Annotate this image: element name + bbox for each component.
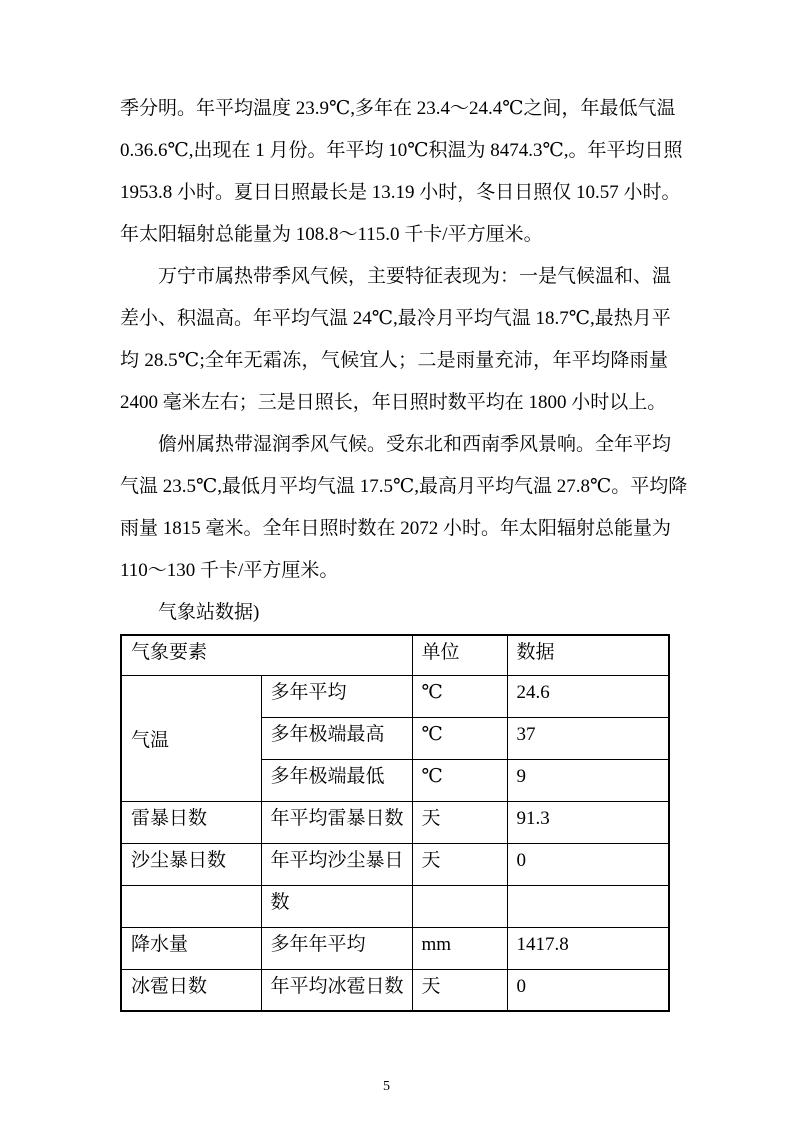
table-row xyxy=(121,885,669,927)
table-cell: ℃ xyxy=(412,759,507,801)
paragraph-wanning-line: 万宁市属热带季风气候，主要特征表现为：一是气候温和、温 xyxy=(158,266,672,287)
table-cell: 24.6 xyxy=(507,675,669,717)
document-content xyxy=(120,88,688,1012)
table-cell: 1417.8 xyxy=(507,927,669,969)
table-cell: 年平均冰雹日数 xyxy=(261,969,412,1011)
paragraph-climate-overview-line: 季分明。年平均温度 23.9℃,多年在 23.4～24.4℃之间，年最低气温 xyxy=(120,98,676,119)
table-head xyxy=(121,635,669,675)
document-body xyxy=(120,88,688,634)
table-cell: 年平均沙尘暴日 xyxy=(261,843,412,885)
table-row xyxy=(121,969,669,1011)
paragraph-danzhou-line: 气温 23.5℃,最低月平均气温 17.5℃,最高月平均气温 27.8℃。平均降 xyxy=(120,476,688,497)
paragraph-wanning-line: 2400 毫米左右；三是日照长，年日照时数平均在 1800 小时以上。 xyxy=(120,392,667,413)
table-row xyxy=(121,927,669,969)
table-caption: 气象站数据) xyxy=(158,602,260,623)
table-cell xyxy=(507,885,669,927)
table-header-row xyxy=(121,635,669,675)
table-header-cell: 数据 xyxy=(507,635,669,675)
table-cell: 天 xyxy=(412,801,507,843)
table-body xyxy=(121,675,669,1011)
table-cell: ℃ xyxy=(412,717,507,759)
table-cell: 气温 xyxy=(121,675,261,801)
paragraph-wanning-line: 差小、积温高。年平均气温 24℃,最冷月平均气温 18.7℃,最热月平 xyxy=(120,308,671,329)
table-cell: 沙尘暴日数 xyxy=(121,843,261,885)
table-cell: mm xyxy=(412,927,507,969)
table-row xyxy=(121,843,669,885)
paragraph-danzhou-line: 雨量 1815 毫米。全年日照时数在 2072 小时。年太阳辐射总能量为 xyxy=(120,518,672,539)
table-cell: 天 xyxy=(412,969,507,1011)
table-cell: 数 xyxy=(261,885,412,927)
paragraph-climate-overview-line: 0.36.6℃,出现在 1 月份。年平均 10℃积温为 8474.3℃,。年平均日照 xyxy=(120,140,683,161)
table-header-cell: 单位 xyxy=(412,635,507,675)
table-cell: 多年极端最高 xyxy=(261,717,412,759)
paragraph-danzhou-line: 110～130 千卡/平方厘米。 xyxy=(120,560,339,581)
paragraph-climate-overview-line: 1953.8 小时。夏日日照最长是 13.19 小时，冬日日照仅 10.57 小时。 xyxy=(120,182,681,203)
table-header-cell: 气象要素 xyxy=(121,635,412,675)
weather-station-table xyxy=(120,634,670,1012)
table-cell: 多年年平均 xyxy=(261,927,412,969)
table-cell: 多年极端最低 xyxy=(261,759,412,801)
table-cell: 降水量 xyxy=(121,927,261,969)
table-row xyxy=(121,675,669,717)
paragraph-danzhou-line: 儋州属热带湿润季风气候。受东北和西南季风景响。全年平均 xyxy=(158,434,672,455)
table-cell: 37 xyxy=(507,717,669,759)
table-cell: 多年平均 xyxy=(261,675,412,717)
table-cell: 天 xyxy=(412,843,507,885)
table-cell: 0 xyxy=(507,969,669,1011)
table-cell xyxy=(121,885,261,927)
page-number: 5 xyxy=(383,1079,390,1094)
table-cell: 冰雹日数 xyxy=(121,969,261,1011)
table-cell: ℃ xyxy=(412,675,507,717)
table-row xyxy=(121,801,669,843)
table-cell: 雷暴日数 xyxy=(121,801,261,843)
table-cell: 9 xyxy=(507,759,669,801)
table-cell: 91.3 xyxy=(507,801,669,843)
table-cell xyxy=(412,885,507,927)
table-cell: 年平均雷暴日数 xyxy=(261,801,412,843)
table-cell: 0 xyxy=(507,843,669,885)
paragraph-climate-overview-line: 年太阳辐射总能量为 108.8～115.0 千卡/平方厘米。 xyxy=(120,224,543,245)
paragraph-wanning-line: 均 28.5℃;全年无霜冻，气候宜人；二是雨量充沛，年平均降雨量 xyxy=(120,350,668,371)
